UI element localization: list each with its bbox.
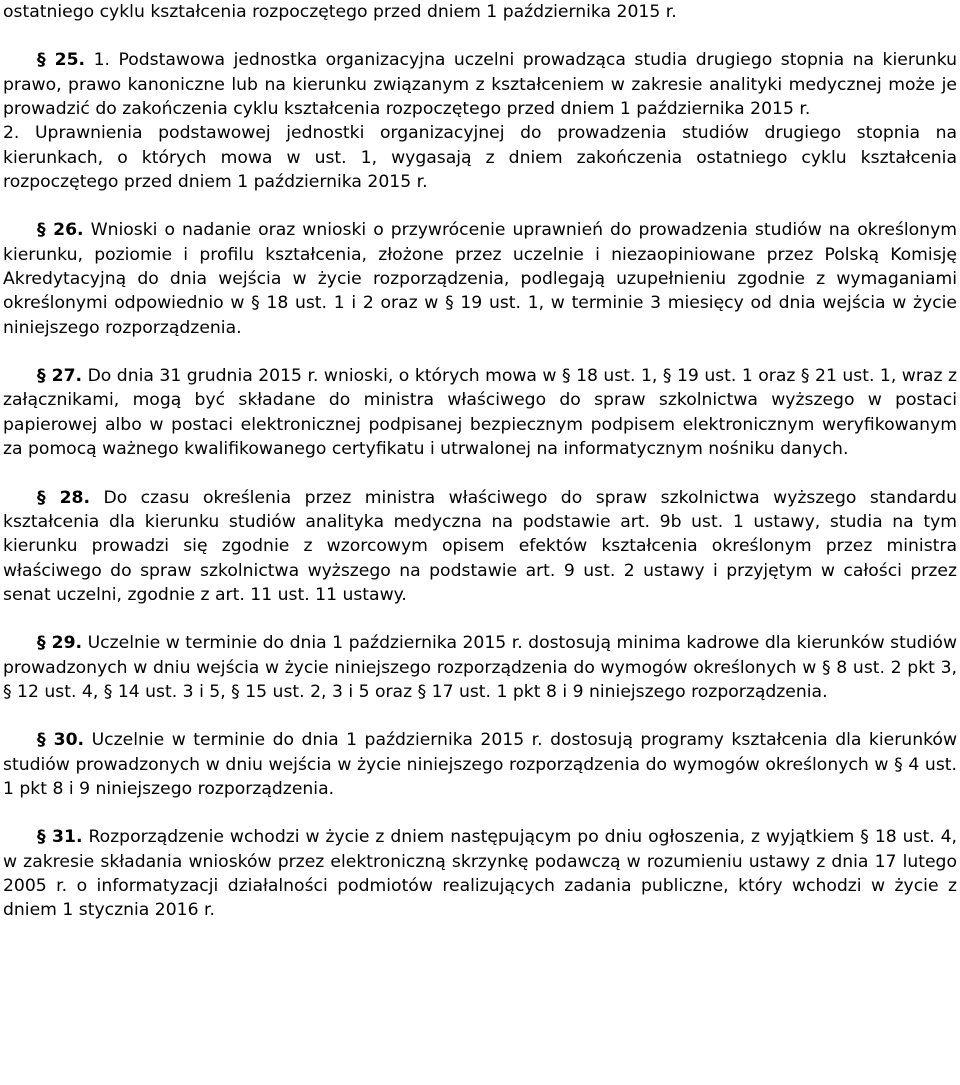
intro-paragraph xyxy=(3,0,957,24)
section-26-paragraph xyxy=(3,218,957,340)
section-25-paragraph-1 xyxy=(3,48,957,121)
section-25-number: § 25. xyxy=(37,50,86,71)
section-30-number: § 30. xyxy=(37,730,85,751)
section-28-number: § 28. xyxy=(37,487,91,508)
section-27-text: Do dnia 31 grudnia 2015 r. wnioski, o których mowa w § 18 ust. 1, § 19 ust. 1 oraz § 21 ust. 1, wraz z załącznikami, mogą być składane do ministra właściwego do spraw szkolnictwa wyższego w postaci papierowej albo w postaci elektronicznej podpisanej bezpiecznym podpisem elektronicznym weryfikowanym za pomocą ważnego kwalifikowanego certyfikatu i utrwalonej na informatycznym nośniku danych. xyxy=(3,366,957,460)
section-26-text: Wnioski o nadanie oraz wnioski o przywrócenie uprawnień do prowadzenia studiów na określonym kierunku, poziomie i profilu kształcenia, złożone przez uczelnie i niezaopiniowane przez Polską Komisję Akredytacyjną do dnia wejścia w życie rozporządzenia, podlegają uzupełnieniu zgodnie z wymaganiami określonymi odpowiednio w § 18 ust. 1 i 2 oraz w § 19 ust. 1, w terminie 3 miesięcy od dnia wejścia w życie niniejszego rozporządzenia. xyxy=(3,220,957,338)
section-31-paragraph xyxy=(3,825,957,922)
section-30-text: Uczelnie w terminie do dnia 1 października 2015 r. dostosują programy kształcenia dla kierunków studiów prowadzonych w dniu wejścia w życie niniejszego rozporządzenia do wymogów określonych w § 4 ust. 1 pkt 8 i 9 niniejszego rozporządzenia. xyxy=(3,730,957,799)
section-30-paragraph xyxy=(3,728,957,801)
section-25-text-1: 1. Podstawowa jednostka organizacyjna uczelni prowadząca studia drugiego stopnia na kierunku prawo, prawo kanoniczne lub na kierunku związanym z kształceniem w zakresie analityki medycznej może je prowadzić do zakończenia cyklu kształcenia rozpoczętego przed dniem 1 października 2015 r. xyxy=(3,50,958,120)
section-31-number: § 31. xyxy=(37,827,83,848)
section-28-text: Do czasu określenia przez ministra właściwego do spraw szkolnictwa wyższego standardu kształcenia dla kierunku studiów analityka medyczna na podstawie art. 9b ust. 1 ustawy, studia na tym kierunku prowadzi się zgodnie z wzorcowym opisem efektów kształcenia określonym przez ministra właściwego do spraw szkolnictwa wyższego na podstawie art. 9 ust. 2 ustawy i przyjętym w całości przez senat uczelni, zgodnie z art. 11 ust. 11 ustawy. xyxy=(3,487,957,605)
section-27-paragraph xyxy=(3,364,957,461)
section-29-paragraph xyxy=(3,631,957,704)
section-29-text: Uczelnie w terminie do dnia 1 października 2015 r. dostosują minima kadrowe dla kierunków studiów prowadzonych w dniu wejścia w życie niniejszego rozporządzenia do wymogów określonych w § 8 ust. 2 pkt 3, § 12 ust. 4, § 14 ust. 3 i 5, § 15 ust. 2, 3 i 5 oraz § 17 ust. 1 pkt 8 i 9 niniejszego rozporządzenia. xyxy=(3,633,958,702)
section-31-text: Rozporządzenie wchodzi w życie z dniem następującym po dniu ogłoszenia, z wyjątkiem § 18 ust. 4, w zakresie składania wniosków przez elektroniczną skrzynkę podawczą w rozumieniu ustawy z dnia 17 lutego 2005 r. o informatyzacji działalności podmiotów realizujących zadania publiczne, który wchodzi w życie z dniem 1 stycznia 2016 r. xyxy=(3,827,958,921)
section-26-number: § 26. xyxy=(37,220,84,241)
section-27-number: § 27. xyxy=(37,366,83,387)
section-25-paragraph-2 xyxy=(3,121,957,194)
intro-text: ostatniego cyklu kształcenia rozpoczętego przed dniem 1 października 2015 r. xyxy=(3,2,677,22)
section-25-text-2: 2. Uprawnienia podstawowej jednostki organizacyjnej do prowadzenia studiów drugiego stopnia na kierunkach, o których mowa w ust. 1, wygasają z dniem zakończenia ostatniego cyklu kształcenia rozpoczętego przed dniem 1 października 2015 r. xyxy=(3,123,957,193)
section-29-number: § 29. xyxy=(37,633,83,654)
section-28-paragraph xyxy=(3,486,957,608)
